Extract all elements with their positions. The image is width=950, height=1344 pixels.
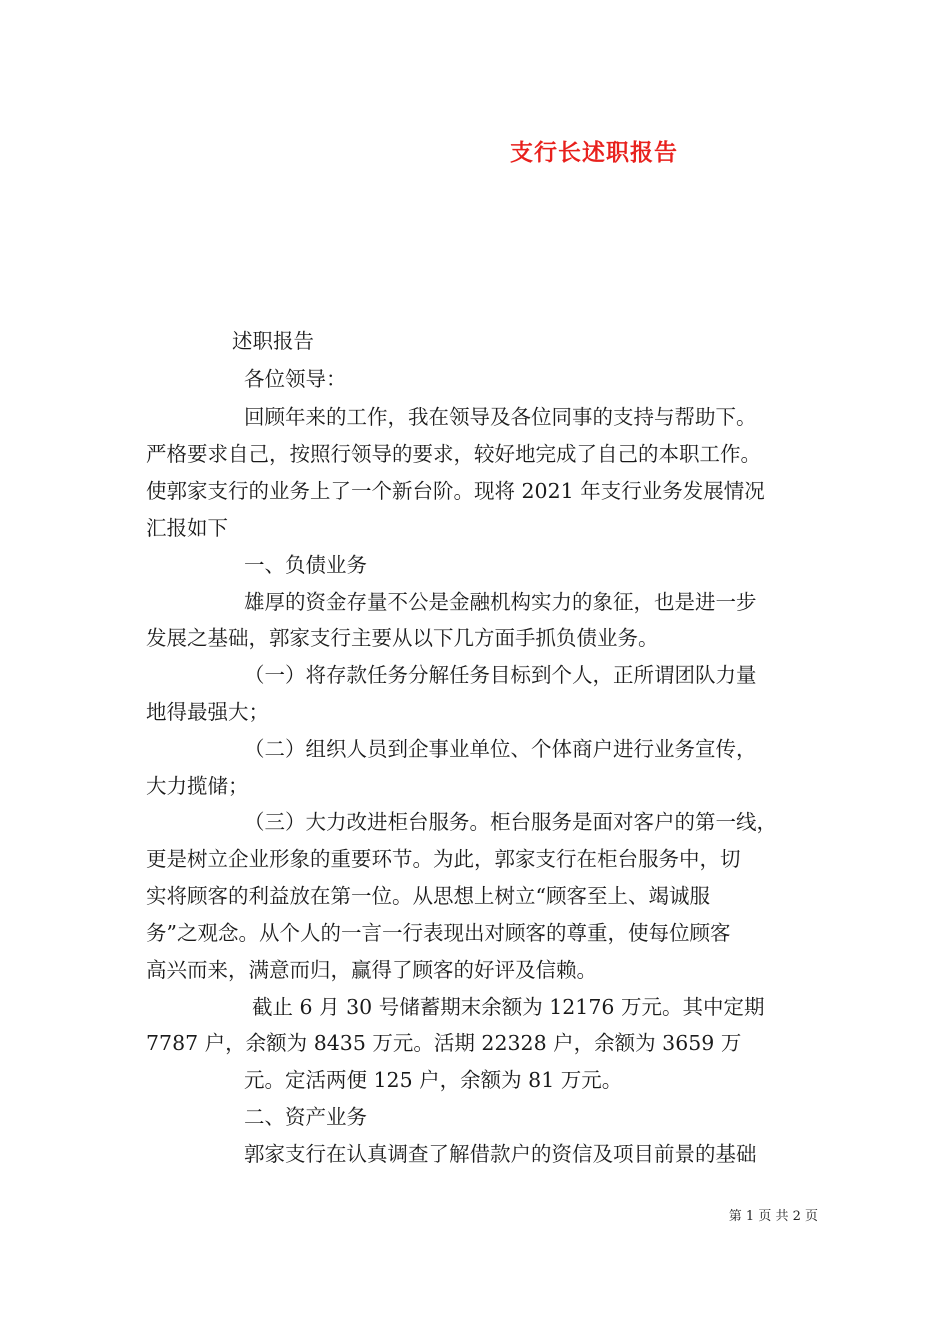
- paragraph-line: 更是树立企业形象的重要环节。为此，郭家支行在柜台服务中，切: [146, 847, 741, 871]
- paragraph-line: 严格要求自己，按照行领导的要求，较好地完成了自己的本职工作。: [146, 442, 761, 466]
- paragraph-line: 述职报告: [232, 329, 314, 353]
- paragraph-line: （二）组织人员到企事业单位、个体商户进行业务宣传，: [244, 737, 757, 761]
- paragraph-line: 大力揽储；: [146, 774, 249, 798]
- document-title: 支行长述职报告: [510, 139, 678, 166]
- section-heading: 二、资产业务: [244, 1105, 367, 1129]
- paragraph-line: 汇报如下: [146, 516, 228, 540]
- paragraph-line: 发展之基础，郭家支行主要从以下几方面手抓负债业务。: [146, 626, 659, 650]
- paragraph-line: 务”之观念。从个人的一言一行表现出对顾客的尊重，使每位顾客: [146, 921, 731, 945]
- page-number-footer: 第 1 页 共 2 页: [728, 1209, 818, 1224]
- paragraph-line: 各位领导：: [244, 367, 347, 391]
- paragraph-line: 实将顾客的利益放在第一位。从思想上树立“顾客至上、竭诚服: [146, 884, 710, 908]
- paragraph-line: 截止 6 月 30 号储蓄期末余额为 12176 万元。其中定期: [252, 995, 765, 1019]
- paragraph-line: 回顾年来的工作，我在领导及各位同事的支持与帮助下。: [244, 405, 757, 429]
- paragraph-line: 地得最强大；: [146, 700, 269, 724]
- paragraph-line: 高兴而来，满意而归，赢得了顾客的好评及信赖。: [146, 958, 597, 982]
- paragraph-line: （三）大力改进柜台服务。柜台服务是面对客户的第一线，: [244, 810, 777, 834]
- paragraph-line: 雄厚的资金存量不公是金融机构实力的象征，也是进一步: [244, 590, 757, 614]
- paragraph-line: 郭家支行在认真调查了解借款户的资信及项目前景的基础: [244, 1142, 757, 1166]
- section-heading: 一、负债业务: [244, 553, 367, 577]
- paragraph-line: 使郭家支行的业务上了一个新台阶。现将 2021 年支行业务发展情况: [146, 479, 765, 503]
- paragraph-line: （一）将存款任务分解任务目标到个人，正所谓团队力量: [244, 663, 757, 687]
- paragraph-line: 元。定活两便 125 户，余额为 81 万元。: [244, 1068, 623, 1092]
- paragraph-line: 7787 户，余额为 8435 万元。活期 22328 户，余额为 3659 万: [146, 1031, 742, 1055]
